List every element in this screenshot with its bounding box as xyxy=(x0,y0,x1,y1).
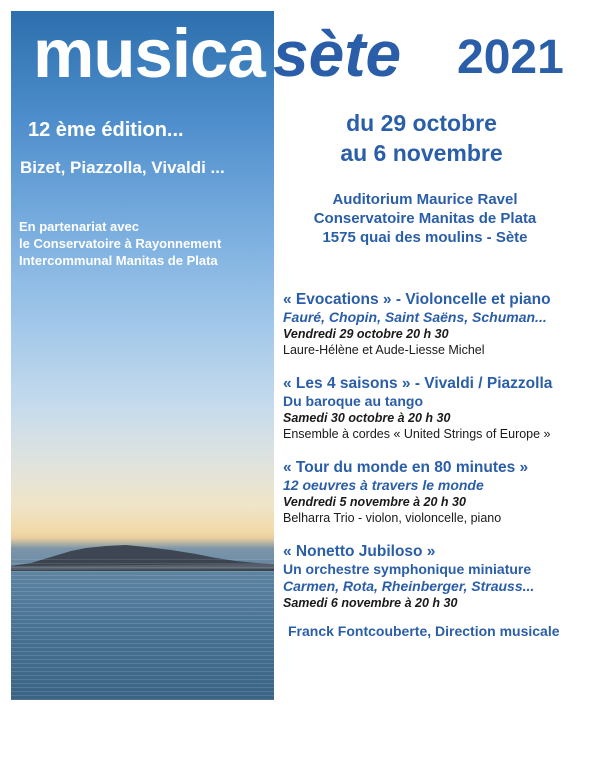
concert-performers: Laure-Hélène et Aude-Liesse Michel xyxy=(283,343,485,357)
concert-subtitle: Fauré, Chopin, Saint Saëns, Schuman... xyxy=(283,309,547,325)
concert-program: Carmen, Rota, Rheinberger, Strauss... xyxy=(283,578,535,594)
concert-subtitle: Du baroque au tango xyxy=(283,393,423,409)
venue-address: 1575 quai des moulins - Sète xyxy=(322,229,528,246)
partnership-line: le Conservatoire à Rayonnement xyxy=(19,236,222,251)
concert-item xyxy=(283,374,595,442)
festival-year: 2021 xyxy=(457,31,564,84)
venue-block xyxy=(275,190,575,247)
composers-label: Bizet, Piazzolla, Vivaldi ... xyxy=(20,158,225,177)
musical-direction: Franck Fontcouberte, Direction musicale xyxy=(288,623,560,639)
date-start: du 29 octobre xyxy=(346,110,497,136)
concert-item xyxy=(283,542,595,611)
concert-date: Vendredi 29 octobre 20 h 30 xyxy=(283,327,449,341)
concert-title: « Nonetto Jubiloso » xyxy=(283,543,436,560)
concert-title: « Evocations » - Violoncelle et piano xyxy=(283,291,551,308)
sunset-sea-photo xyxy=(11,11,274,700)
venue-conservatory: Conservatoire Manitas de Plata xyxy=(313,210,537,227)
concert-date: Vendredi 5 novembre à 20 h 30 xyxy=(283,495,466,509)
concert-performers: Belharra Trio - violon, violoncelle, piano xyxy=(283,511,502,525)
venue-hall: Auditorium Maurice Ravel xyxy=(332,191,518,208)
concert-item xyxy=(283,458,595,526)
festival-title-sete: sète xyxy=(273,18,402,90)
concert-title: « Tour du monde en 80 minutes » xyxy=(283,459,529,476)
sea-reflection xyxy=(11,559,274,700)
concert-subtitle: 12 oeuvres à travers le monde xyxy=(283,477,484,493)
concert-date: Samedi 30 octobre à 20 h 30 xyxy=(283,411,451,425)
concert-subtitle: Un orchestre symphonique miniature xyxy=(283,561,532,577)
festival-dates xyxy=(289,108,554,168)
date-end: au 6 novembre xyxy=(340,140,503,166)
concert-item xyxy=(283,290,595,358)
edition-label: 12 ème édition... xyxy=(28,119,184,141)
festival-title-musica: musica xyxy=(33,15,265,92)
partnership-line: En partenariat avec xyxy=(19,219,139,234)
concert-performers: Ensemble à cordes « United Strings of Europe » xyxy=(283,427,551,441)
partnership-line: Intercommunal Manitas de Plata xyxy=(19,253,218,268)
concert-date: Samedi 6 novembre à 20 h 30 xyxy=(283,596,458,610)
partnership-text xyxy=(19,218,221,269)
concert-title: « Les 4 saisons » - Vivaldi / Piazzolla xyxy=(283,375,553,392)
